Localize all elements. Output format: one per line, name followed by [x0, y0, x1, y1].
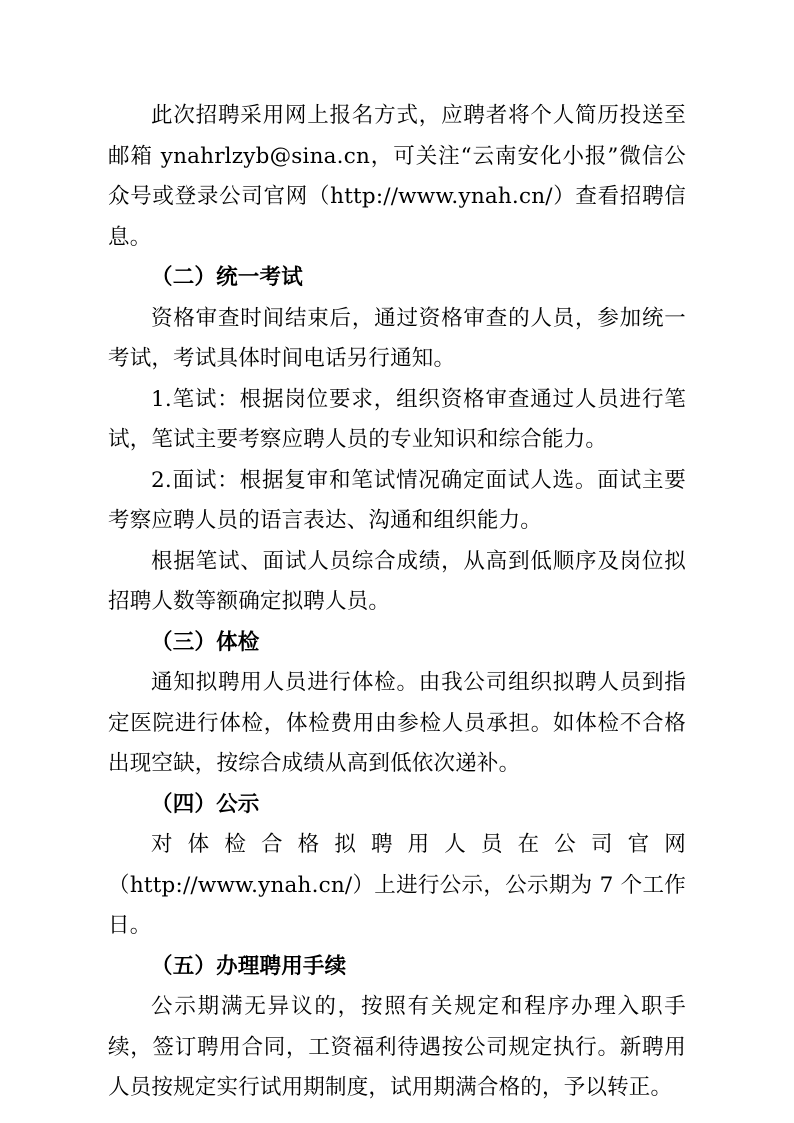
- paragraph-publicity-detail: 对体检合格拟聘用人员在公司官网（http://www.ynah.cn/）上进行公示，公示期为 7 个工作日。: [108, 832, 686, 938]
- heading-unified-exam: （二）统一考试: [151, 265, 303, 290]
- paragraph-qualification-review: 资格审查时间结束后，通过资格审查的人员，参加统一考试，考试具体时间电话另行通知。: [108, 305, 686, 371]
- heading-medical-exam: （三）体检: [151, 629, 260, 655]
- paragraph-comprehensive-score: 根据笔试、面试人员综合成绩，从高到低顺序及岗位拟招聘人数等额确定拟聘人员。: [108, 548, 686, 614]
- heading-publicity: （四）公示: [151, 791, 260, 817]
- paragraph-employment-detail: 公示期满无异议的，按照有关规定和程序办理入职手续，签订聘用合同，工资福利待遇按公司规定执行。新聘用人员按规定实行试用期制度，试用期满合格的，予以转正。: [108, 994, 686, 1100]
- heading-employment-procedures: （五）办理聘用手续: [151, 953, 347, 979]
- paragraph-online-registration: 此次招聘采用网上报名方式，应聘者将个人简历投送至邮箱 ynahrlzyb@sina.cn，可关注“云南安化小报”微信公众号或登录公司官网（http://www.ynah.cn/）查看招聘信息。: [108, 103, 686, 250]
- paragraph-interview: 2.面试：根据复审和笔试情况确定面试人选。面试主要考察应聘人员的语言表达、沟通和组织能力。: [108, 467, 686, 533]
- paragraph-written-exam: 1.笔试：根据岗位要求，组织资格审查通过人员进行笔试，笔试主要考察应聘人员的专业知识和综合能力。: [108, 386, 686, 452]
- document-body: [108, 96, 686, 1109]
- paragraph-medical-exam-detail: 通知拟聘用人员进行体检。由我公司组织拟聘人员到指定医院进行体检，体检费用由参检人员承担。如体检不合格出现空缺，按综合成绩从高到低依次递补。: [108, 670, 686, 776]
